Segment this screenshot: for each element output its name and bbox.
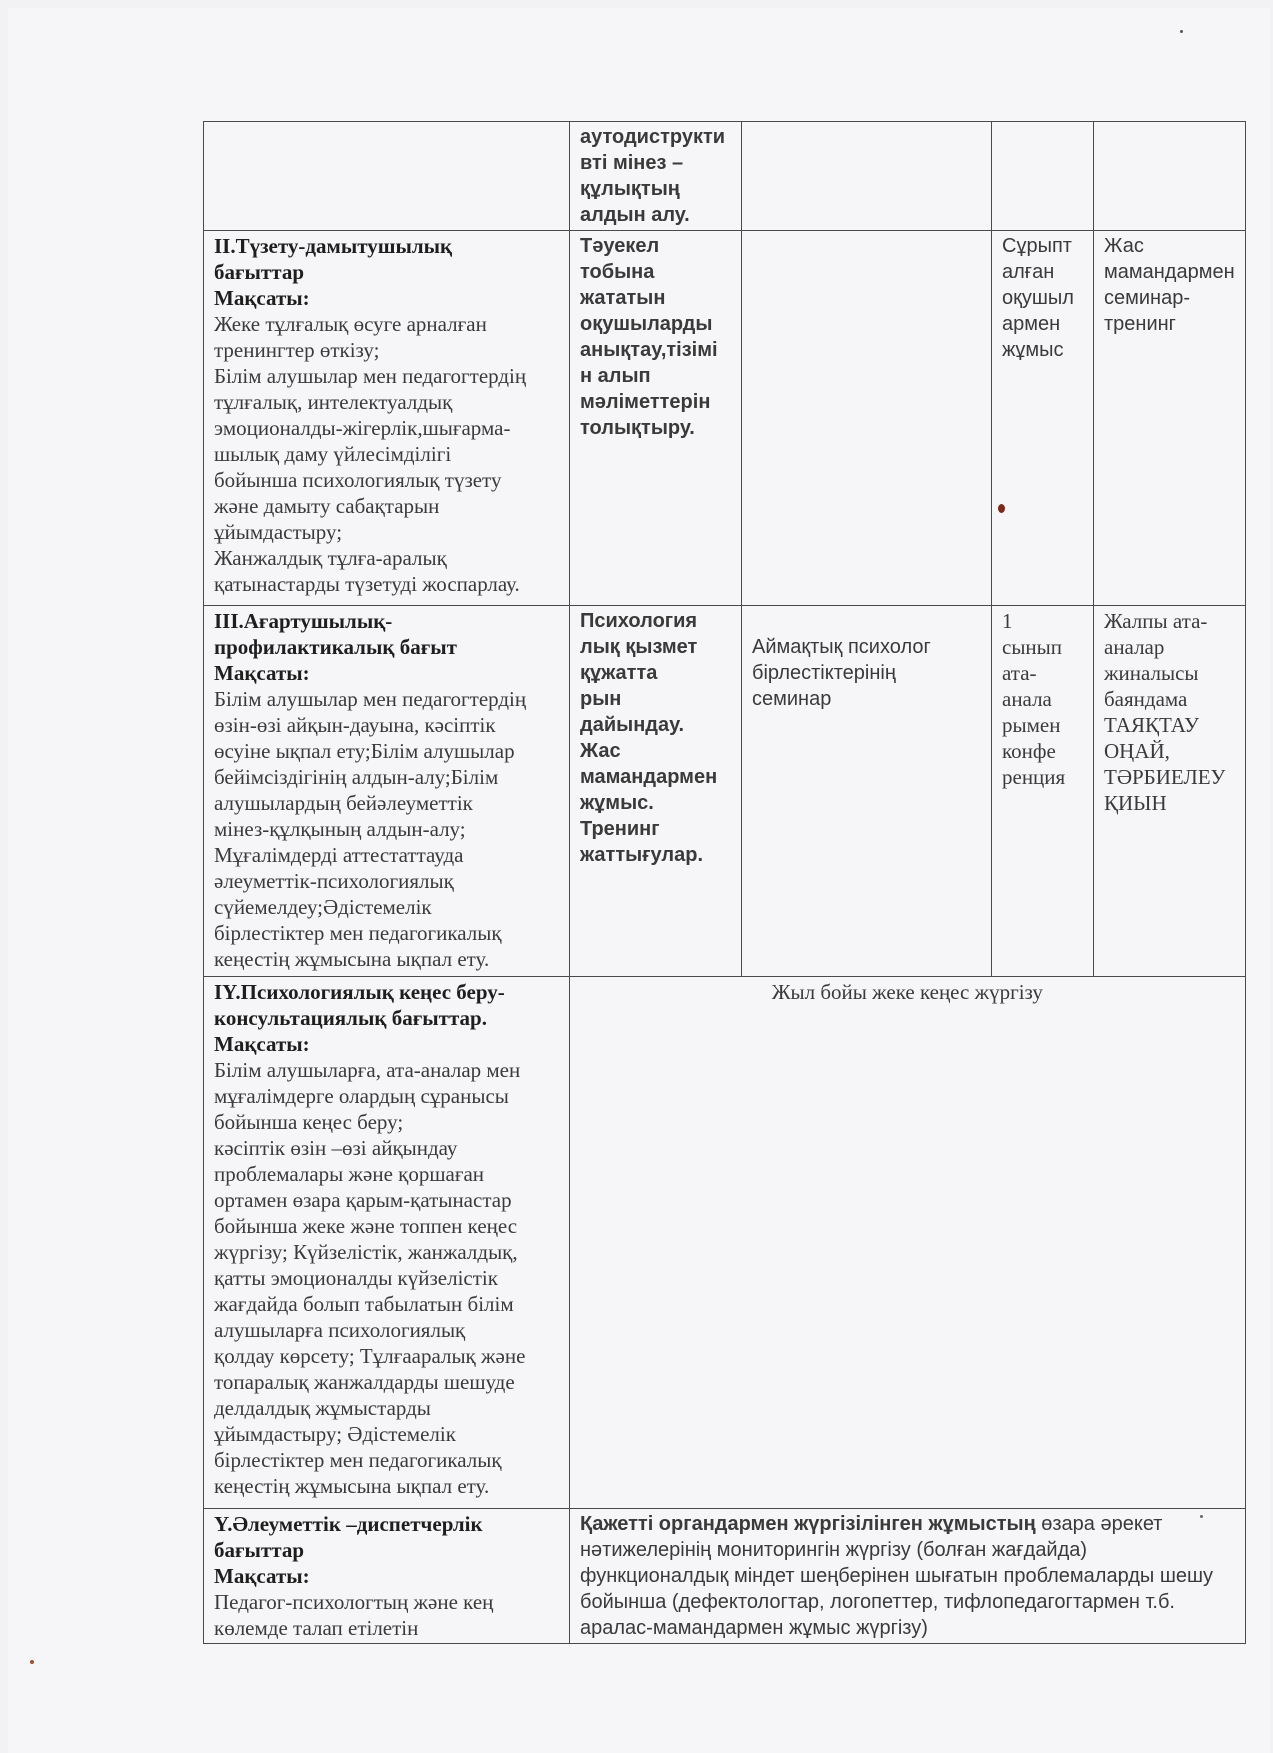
row2-col3: Аймақтық психолог бірлестіктерінің семинар	[742, 606, 992, 977]
row3-direction-cell: IY.Психологиялық кеңес беру- консультациялық бағыттар. Мақсаты: Білім алушыларға, ата-аналар мен мұғалімдерге олардың сұранысы бойынша кеңес беру; кәсіптік өзін –өзі айқындау проблемалары және қоршаған ортамен өзара қарым-қатынастар бойынша жеке және топпен кеңес жүргізу; Күйзелістік, жанжалдық, қатты эмоционалды күйзелістік жағдайда болып табылатын білім алушыларға психологиялық қолдау көрсету; Тұлғааралық және топаралық жанжалдарды шешуде делдалдық жұмыстарды ұйымдастыру; Әдістемелік бірлестіктер мен педагогикалық кеңестің жұмысына ықпал ету.	[204, 977, 570, 1509]
row1-col4: Сұрыпт алған оқушыл армен жұмыс	[992, 231, 1094, 606]
plan-table	[203, 121, 1246, 1644]
row0-col3	[742, 122, 992, 231]
scan-speck	[998, 504, 1005, 513]
table-row	[204, 606, 1246, 977]
table-row	[204, 1509, 1246, 1644]
row0-col1	[204, 122, 570, 231]
row0-col4	[992, 122, 1094, 231]
row0-col2: аутодиструкти вті мінез – құлықтың алдын алу.	[570, 122, 742, 231]
row2-direction-cell: III.Ағартушылық- профилактикалық бағыт Мақсаты: Білім алушылар мен педагогтердің өзін-өзі айқын-дауына, кәсіптік өсуіне ықпал ету;Білім алушылар бейімсіздігінің алдын-алу;Білім алушылардың бейәлеуметтік мінез-құлқының алдын-алу; Мұғалімдерді аттестаттауда әлеуметтік-психологиялық сүйемелдеу;Әдістемелік бірлестіктер мен педагогикалық кеңестің жұмысына ықпал ету.	[204, 606, 570, 977]
scan-speck	[30, 1660, 34, 1664]
row2-col4: 1 сынып ата- анала рымен конфе ренция	[992, 606, 1094, 977]
row0-col5	[1094, 122, 1246, 231]
scan-speck	[1180, 30, 1183, 33]
row2-col2: Психология лық қызмет құжатта рын дайындау. Жас мамандармен жұмыс. Тренинг жаттығулар.	[570, 606, 742, 977]
row1-col3	[742, 231, 992, 606]
table-row	[204, 231, 1246, 606]
row1-col2: Тәуекел тобына жататын оқушыларды анықтау,тізімі н алып мәліметтерін толықтыру.	[570, 231, 742, 606]
year-round-consultation: Жыл бойы жеке кеңес жүргізу	[771, 980, 1043, 1004]
row1-direction-cell: II.Түзету-дамытушылық бағыттар Мақсаты: Жеке тұлғалық өсуге арналған тренингтер өткізу; Білім алушылар мен педагогтердің тұлғалық, интелектуалдық эмоционалды-жігерлік,шығарма- шылық даму үйлесімділігі бойынша психологиялық түзету және дамыту сабақтарын ұйымдастыру; Жанжалдық тұлға-аралық қатынастарды түзетуді жоспарлау.	[204, 231, 570, 606]
table-row	[204, 977, 1246, 1509]
scan-speck	[1200, 1515, 1203, 1518]
row2-col5: Жалпы ата- аналар жиналысы баяндама ТАЯҚТАУ ОҢАЙ, ТӘРБИЕЛЕУ ҚИЫН	[1094, 606, 1246, 977]
row1-col5: Жас мамандармен семинар- тренинг	[1094, 231, 1246, 606]
row4-direction-cell: Y.Әлеуметтік –диспетчерлік бағыттар Мақсаты: Педагог-психологтың және кең көлемде талап етілетін	[204, 1509, 570, 1644]
row3-merged-cell	[570, 977, 1246, 1509]
table-row	[204, 122, 1246, 231]
row4-merged-cell: Қажетті органдармен жүргізілінген жұмыстың өзара әрекет нәтижелерінің мониторингін жүргізу (болған жағдайда) функционалдық міндет шеңберінен шығатын проблемаларды шешу бойынша (дефектологтар, логопеттер, тифлопедагогтармен т.б. аралас-мамандармен жұмыс жүргізу)	[570, 1509, 1246, 1644]
